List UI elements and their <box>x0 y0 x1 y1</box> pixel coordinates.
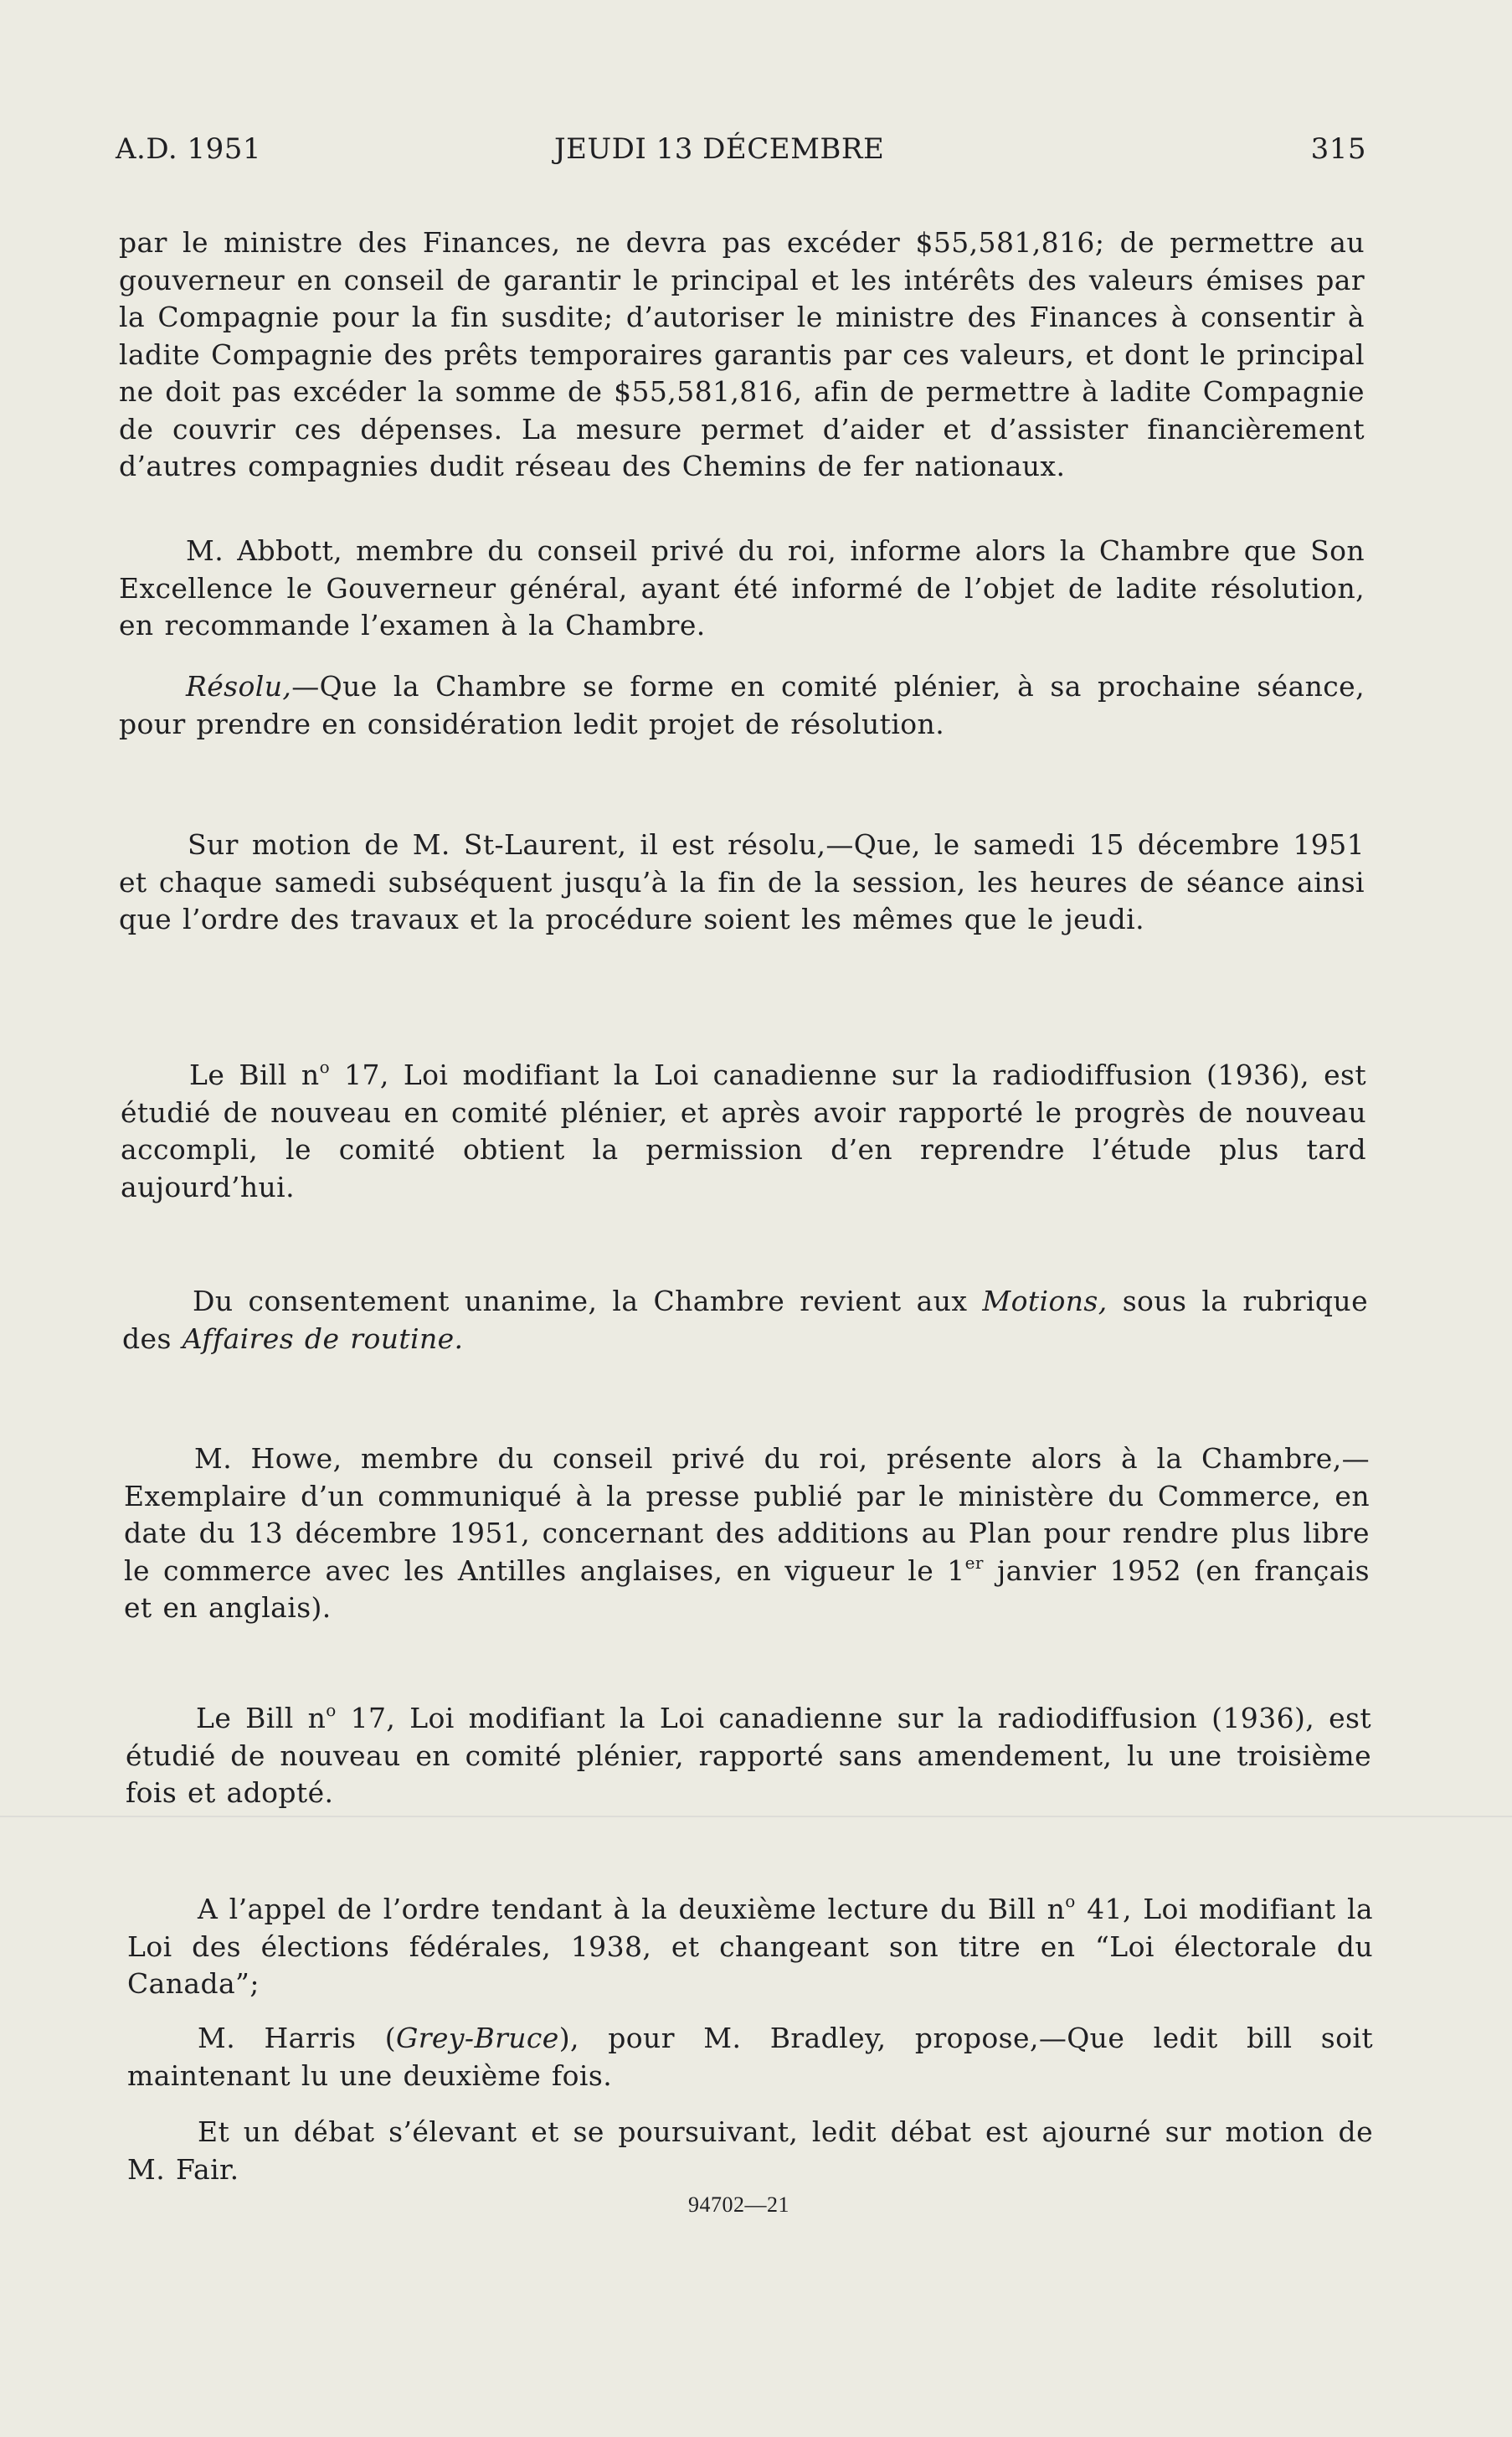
paragraph-bill-17-progress <box>121 1057 1366 1206</box>
text-run: Du consentement unanime, la Chambre revient aux <box>193 1285 983 1317</box>
paragraph-debate-adjourned: Et un débat s’élevant et se poursuivant, ledit débat est ajourné sur motion de M. Fair. <box>127 2115 1373 2186</box>
text-run: M. Howe, membre du conseil privé du roi, présente alors à la Chambre,—Exemplaire d’un communiqué à la presse publié par le ministère du Commerce, en date du 13 décembre 1951, concernant des additions au Plan pour rendre plus libre le commerce avec les Antilles anglaises, en vigueur le 1 <box>124 1442 1370 1587</box>
italic-riding: Grey-Bruce <box>395 2022 559 2054</box>
running-head <box>116 132 1366 174</box>
text-run: sous la rubrique des <box>122 1285 1368 1355</box>
text-run: 17, Loi modifiant la Loi canadienne sur la radiodiffusion (1936), est étudié de nouveau en comité plénier, rapporté sans amendement, lu une troisième fois et adopté. <box>126 1702 1371 1809</box>
text-run: janvier 1952 (en français et en anglais). <box>124 1553 1370 1624</box>
paragraph-routine-motions <box>122 1283 1368 1358</box>
resolu-label: Résolu, <box>186 670 292 703</box>
paragraph-harris-motion <box>127 2020 1373 2094</box>
paragraph-bill-41-order <box>127 1891 1373 2003</box>
superscript: o <box>319 1057 331 1077</box>
text-run: Le Bill n <box>196 1702 327 1734</box>
text-run: 41, Loi modifiant la Loi des élections fédérales, 1938, et changeant son titre en “Loi électorale du Canada”; <box>127 1893 1373 2000</box>
paragraph-saturday-sittings: Sur motion de M. St-Laurent, il est résolu,—Que, le samedi 15 décembre 1951 et chaque samedi subséquent jusqu’à la fin de la session, les heures de séance ainsi que l’ordre des travaux et la procédure soient les mêmes que le jeudi. <box>119 828 1365 935</box>
paragraph-abbott-recommendation: M. Abbott, membre du conseil privé du roi, informe alors la Chambre que Son Excellence le Gouverneur général, ayant été informé de l’objet de ladite résolution, en recommande l’examen à la Chambre. <box>119 534 1365 641</box>
signature-code: 94702—21 <box>688 2192 789 2217</box>
superscript: o <box>326 1700 337 1720</box>
italic-affaires: Affaires de routine. <box>182 1322 464 1355</box>
italic-motions: Motions, <box>982 1285 1108 1317</box>
header-year: A.D. 1951 <box>116 132 262 166</box>
superscript: o <box>1065 1891 1076 1911</box>
header-date: JEUDI 13 DÉCEMBRE <box>554 132 885 166</box>
text-run: 17, Loi modifiant la Loi canadienne sur la radiodiffusion (1936), est étudié de nouveau en comité plénier, et après avoir rapporté le progrès de nouveau accompli, le comité obtient la permission d’en reprendre l’étude plus tard aujourd’hui. <box>121 1059 1366 1203</box>
superscript: er <box>964 1552 984 1573</box>
text-run: ), pour M. Bradley, propose,—Que ledit bill soit maintenant lu une deuxième fois. <box>127 2022 1373 2092</box>
text-run: Le Bill n <box>189 1059 320 1091</box>
resolu-text: —Que la Chambre se forme en comité plénier, à sa prochaine séance, pour prendre en considération ledit projet de résolution. <box>119 670 1365 740</box>
paragraph-bill-17-adopted <box>126 1700 1371 1812</box>
paragraph-resolu <box>119 668 1365 743</box>
page-number: 315 <box>1310 132 1366 166</box>
paragraph-resolution-continued: par le ministre des Finances, ne devra pas excéder $55,581,816; de permettre au gouverneur en conseil de garantir le principal et les intérêts des valeurs émises par la Compagnie pour la fin susdite; d’autoriser le ministre des Finances à consentir à ladite Compagnie des prêts temporaires garantis par ces valeurs, et dont le principal ne doit pas excéder la somme de $55,581,816, afin de permettre à ladite Compagnie de couvrir ces dépenses. La mesure permet d’aider et d’assister financièrement d’autres compagnies dudit réseau des Chemins de fer nationaux. <box>119 226 1365 482</box>
text-run: A l’appel de l’ordre tendant à la deuxième lecture du Bill n <box>198 1893 1066 1925</box>
text-run: M. Harris ( <box>198 2022 396 2054</box>
paragraph-howe-communique <box>124 1440 1370 1627</box>
page-fold-line <box>0 1816 1512 1817</box>
